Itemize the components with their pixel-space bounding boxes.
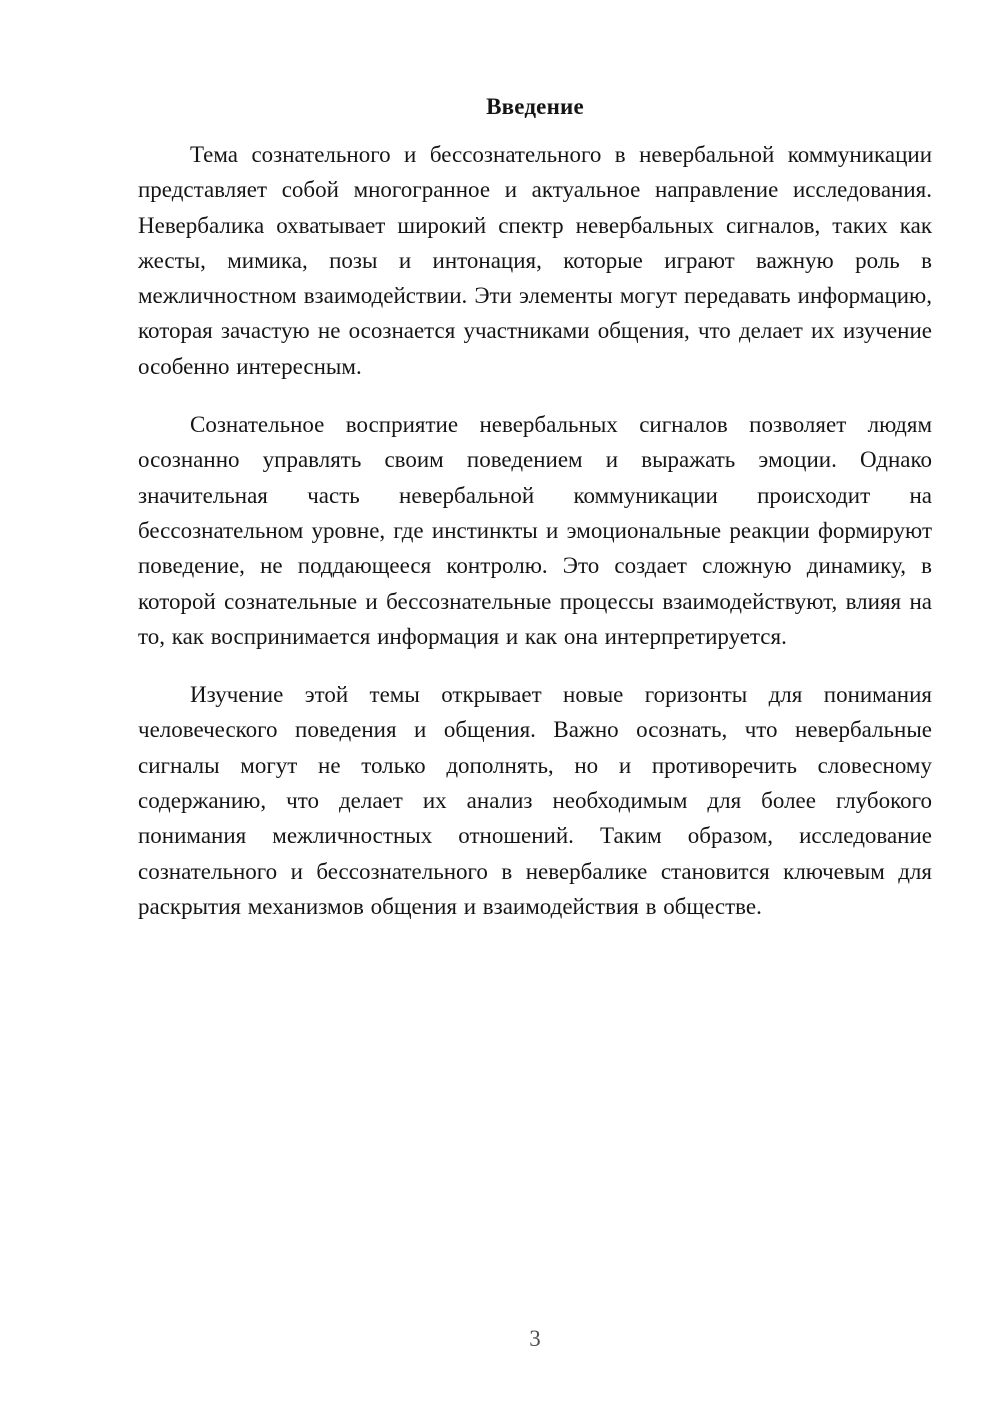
document-content [138, 89, 932, 947]
section-title: Введение [486, 94, 584, 119]
paragraph-1: Тема сознательного и бессознательного в невербальной коммуникации представляет собой многогранное и актуальное направление исследования. Невербалика охватывает широкий спектр невербальных сигналов, таких как жесты, мимика, позы и интонация, которые играют важную роль в межличностном взаимодействии. Эти элементы могут передавать информацию, которая зачастую не осознается участниками общения, что делает их изучение особенно интересным. [138, 142, 932, 379]
paragraph-2: Сознательное восприятие невербальных сигналов позволяет людям осознанно управлять своим поведением и выражать эмоции. Однако значительная часть невербальной коммуникации происходит на бессознательном уровне, где инстинкты и эмоциональные реакции формируют поведение, не поддающееся контролю. Это создает сложную динамику, в которой сознательные и бессознательные процессы взаимодействуют, влияя на то, как воспринимается информация и как она интерпретируется. [138, 412, 932, 649]
paragraph-3: Изучение этой темы открывает новые горизонты для понимания человеческого поведения и общения. Важно осознать, что невербальные сигналы могут не только дополнять, но и противоречить словесному содержанию, что делает их анализ необходимым для более глубокого понимания межличностных отношений. Таким образом, исследование сознательного и бессознательного в невербалике становится ключевым для раскрытия механизмов общения и взаимодействия в обществе. [138, 682, 932, 919]
page-number: 3 [529, 1326, 541, 1351]
